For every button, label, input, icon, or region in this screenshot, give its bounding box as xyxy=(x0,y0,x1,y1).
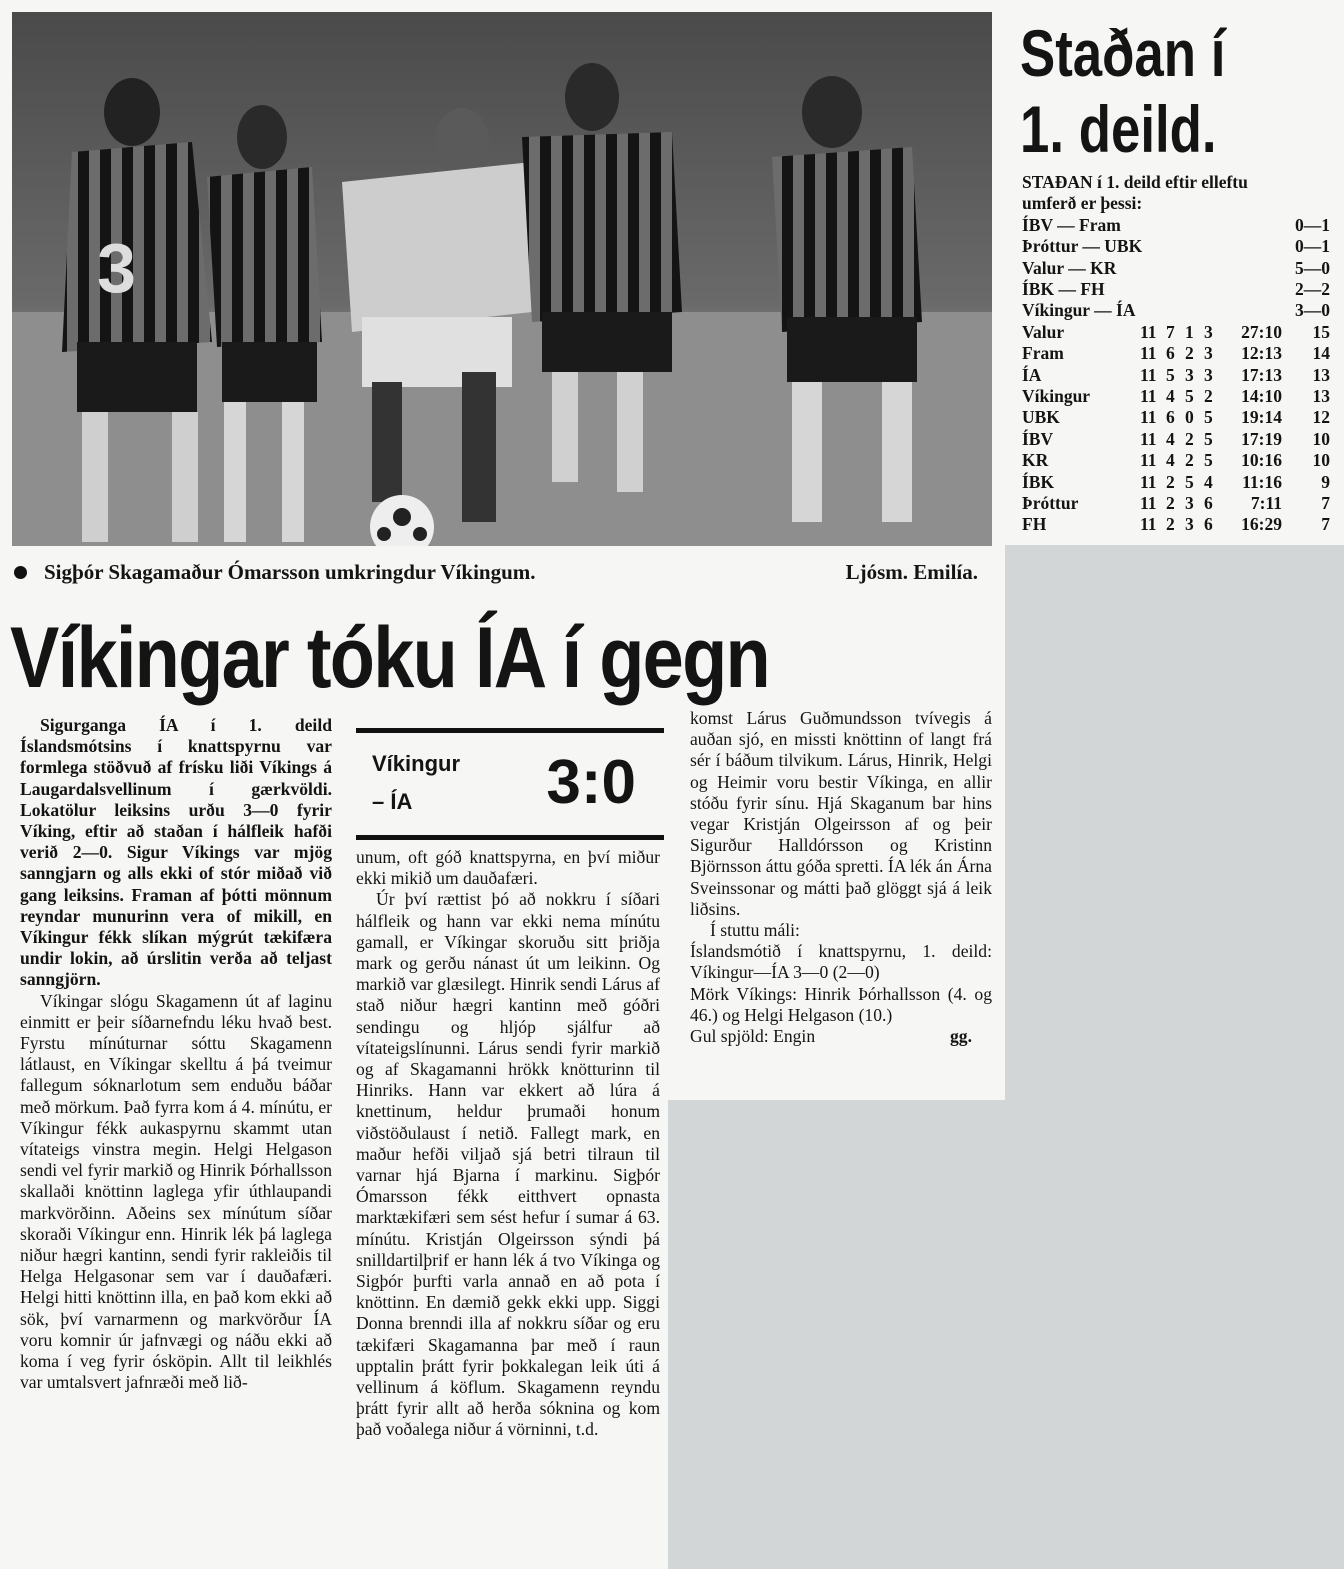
losses: 5 xyxy=(1204,428,1213,449)
standings-title-line2: 1. deild. xyxy=(1020,92,1217,166)
goals: 7:11 xyxy=(1250,492,1282,513)
author-signoff: gg. xyxy=(950,1026,972,1047)
table-row xyxy=(1022,407,1330,428)
team-name: Valur xyxy=(1022,321,1065,342)
result-score: 5—0 xyxy=(1295,257,1330,278)
draws: 1 xyxy=(1185,321,1194,342)
match-photo xyxy=(12,12,992,546)
points: 13 xyxy=(1312,364,1330,385)
result-match: ÍBK — FH xyxy=(1022,278,1105,299)
goals: 10:16 xyxy=(1241,450,1282,471)
standings-title xyxy=(1020,15,1276,167)
points: 14 xyxy=(1312,343,1330,364)
result-row xyxy=(1022,279,1330,300)
wins: 2 xyxy=(1166,514,1175,535)
games-played: 11 xyxy=(1140,407,1157,428)
result-match: ÍBV — Fram xyxy=(1022,214,1121,235)
draws: 3 xyxy=(1185,492,1194,513)
score-box xyxy=(356,728,664,840)
draws: 2 xyxy=(1185,450,1194,471)
games-played: 11 xyxy=(1140,364,1157,385)
headline: Víkingar tóku ÍA í gegn xyxy=(10,610,770,706)
home-team: Víkingur xyxy=(372,751,461,776)
losses: 3 xyxy=(1204,343,1213,364)
draws: 0 xyxy=(1185,407,1194,428)
standings-title-line1: Staðan í xyxy=(1020,16,1226,90)
result-score: 2—2 xyxy=(1295,278,1330,299)
result-match: Víkingur — ÍA xyxy=(1022,300,1136,321)
draws: 3 xyxy=(1185,514,1194,535)
games-played: 11 xyxy=(1140,514,1157,535)
losses: 3 xyxy=(1204,364,1213,385)
summary-line: Gul spjöld: Engin xyxy=(690,1026,816,1047)
table-row xyxy=(1022,493,1330,514)
team-name: Fram xyxy=(1022,343,1064,364)
games-played: 11 xyxy=(1140,428,1157,449)
points: 7 xyxy=(1321,492,1330,513)
team-name: UBK xyxy=(1022,407,1060,428)
wins: 6 xyxy=(1166,407,1175,428)
standings-intro-line2: umferð er þessi: xyxy=(1022,193,1143,214)
draws: 5 xyxy=(1185,385,1194,406)
wins: 5 xyxy=(1166,364,1175,385)
result-match: Valur — KR xyxy=(1022,257,1117,278)
team-name: ÍA xyxy=(1022,364,1042,385)
team-name: Víkingur xyxy=(1022,385,1091,406)
games-played: 11 xyxy=(1140,385,1157,406)
wins: 6 xyxy=(1166,343,1175,364)
points: 10 xyxy=(1312,428,1330,449)
wins: 4 xyxy=(1166,450,1175,471)
goals: 27:10 xyxy=(1241,321,1282,342)
result-row xyxy=(1022,215,1330,236)
article-paragraph: Víkingar slógu Skagamenn út af laginu einmitt er þeir síðarnefndu léku hvað best. Fyrstu mínúturnar sóttu Skagamenn látlaust, en Víkingar skelltu á þá tveimur fallegum sóknarlotum sem enduðu báðar með mörkum. Það fyrra kom á 4. mínútu, er Víkingur fékk aukaspyrnu skammt utan vítateigs vinstra megin. Helgi Helgason sendi vel fyrir markið og Hinrik Þórhallsson skallaði knöttinn laglega yfir úthlaupandi markvörðinn. Aðeins sex mínútum síðar skoraði Víkingur enn. Hinrik lék þá laglega niður hægri kantinn, sendi fyrir rakleiðis til Helga Helgasonar sem var í dauðafæri. Helgi hitti knöttinn illa, en það kom ekki að sök, því varnarmenn og markvörður ÍA voru komnir úr jafnvægi og náðu ekki að koma í veg fyrir ósköpin. Allt til leikhlés var umtalsvert jafnræði með lið- xyxy=(20,990,332,1393)
result-match: Þróttur — UBK xyxy=(1022,236,1143,257)
points: 10 xyxy=(1312,450,1330,471)
losses: 2 xyxy=(1204,385,1213,406)
table-row xyxy=(1022,472,1330,493)
article-paragraph: unum, oft góð knattspyrna, en því miður ekki mikið um dauðafæri. xyxy=(356,847,660,889)
article-column-2 xyxy=(356,847,660,1441)
team-name: ÍBK xyxy=(1022,471,1055,492)
losses: 5 xyxy=(1204,450,1213,471)
result-score: 3—0 xyxy=(1295,300,1330,321)
score-teams xyxy=(372,745,460,821)
result-row xyxy=(1022,258,1330,279)
wins: 2 xyxy=(1166,492,1175,513)
points: 13 xyxy=(1312,385,1330,406)
losses: 3 xyxy=(1204,321,1213,342)
table-row xyxy=(1022,386,1330,407)
summary-line: Íslandsmótið í knattspyrnu, 1. deild: Víkingur—ÍA 3—0 (2—0) xyxy=(690,941,992,983)
team-name: FH xyxy=(1022,514,1047,535)
games-played: 11 xyxy=(1140,450,1157,471)
points: 9 xyxy=(1321,471,1330,492)
points: 15 xyxy=(1312,321,1330,342)
table-row xyxy=(1022,322,1330,343)
result-row xyxy=(1022,300,1330,321)
result-score: 0—1 xyxy=(1295,214,1330,235)
games-played: 11 xyxy=(1140,471,1157,492)
draws: 3 xyxy=(1185,364,1194,385)
points: 12 xyxy=(1312,407,1330,428)
result-score: 0—1 xyxy=(1295,236,1330,257)
away-team: – ÍA xyxy=(372,789,413,814)
points: 7 xyxy=(1321,514,1330,535)
summary-line: Mörk Víkings: Hinrik Þórhallsson (4. og 46.) og Helgi Helgason (10.) xyxy=(690,983,992,1025)
losses: 6 xyxy=(1204,492,1213,513)
standings-box xyxy=(1022,172,1330,536)
article-lede: Sigurganga ÍA í 1. deild Íslandsmótsins í knattspyrnu var formlega stöðvuð af frísku liði Víkings á Laugardalsvellinum í gærkvöldi. Lokatölur leiksins urðu 3—0 fyrir Víking, eftir að staðan í hálfleik hafði verið 2—0. Sigur Víkings var mjög sanngjarn og alls ekki of stór miðað við gang leiksins. Framan af þótti mönnum reyndar munurinn vera of mikill, en Víkingur fékk slíkan mýgrút tækifæra undir lokin, að úrslitin verða að teljast sanngjörn. xyxy=(20,715,332,990)
team-name: Þróttur xyxy=(1022,492,1079,513)
team-name: KR xyxy=(1022,450,1049,471)
losses: 4 xyxy=(1204,471,1213,492)
games-played: 11 xyxy=(1140,343,1157,364)
photo-credit: Ljósm. Emilía. xyxy=(845,560,978,584)
wins: 4 xyxy=(1166,428,1175,449)
draws: 2 xyxy=(1185,428,1194,449)
standings-intro-line1: STAÐAN í 1. deild eftir elleftu xyxy=(1022,172,1248,192)
goals: 17:19 xyxy=(1241,428,1282,449)
wins: 7 xyxy=(1166,321,1175,342)
table-row xyxy=(1022,365,1330,386)
svg-text:3: 3 xyxy=(97,229,136,307)
table-row xyxy=(1022,429,1330,450)
summary-cards xyxy=(690,1026,992,1047)
football-match-photo-icon xyxy=(12,12,992,546)
caption-text: Sigþór Skagamaður Ómarsson umkringdur Víkingum. xyxy=(44,560,536,584)
table-row xyxy=(1022,514,1330,535)
background-area-lower xyxy=(668,1100,1344,1569)
games-played: 11 xyxy=(1140,321,1157,342)
wins: 2 xyxy=(1166,471,1175,492)
result-row xyxy=(1022,236,1330,257)
goals: 12:13 xyxy=(1241,343,1282,364)
goals: 19:14 xyxy=(1241,407,1282,428)
table-row xyxy=(1022,450,1330,471)
goals: 17:13 xyxy=(1241,364,1282,385)
article-column-1 xyxy=(20,715,332,1394)
goals: 16:29 xyxy=(1241,514,1282,535)
games-played: 11 xyxy=(1140,492,1157,513)
final-score: 3:0 xyxy=(546,748,636,817)
losses: 5 xyxy=(1204,407,1213,428)
bullet-icon xyxy=(14,566,27,579)
team-name: ÍBV xyxy=(1022,428,1054,449)
photo-caption xyxy=(14,560,984,590)
summary-heading: Í stuttu máli: xyxy=(710,920,800,941)
article-paragraph: komst Lárus Guðmundsson tvívegis á auðan sjó, en missti knöttinn of langt frá sér í báðum tilvikum. Lárus, Hinrik, Helgi og Heimir voru bestir Víkinga, en allir stóðu fyrir sínu. Hjá Skaganum bar hins vegar Kristján Olgeirsson af og þeir Sigurður Halldórsson og Kristinn Björnsson áttu góða spretti. ÍA lék án Árna Sveinssonar og mátti það glöggt sjá á leik liðsins. xyxy=(690,708,992,919)
article-column-3 xyxy=(690,708,992,1047)
goals: 11:16 xyxy=(1242,471,1282,492)
draws: 5 xyxy=(1185,471,1194,492)
goals: 14:10 xyxy=(1241,385,1282,406)
article-paragraph: Úr því rættist þó að nokkru í síðari hálfleik og hann var ekki nema mínútu gamall, er Víkingar skoruðu sitt þriðja mark og gerðu nánast út um leikinn. Og markið var glæsilegt. Hinrik sendi Lárus af stað niður hægri kantinn með góðri sendingu og hljóp sjálfur að vítateigslínunni. Lárus sendi fyrir markið og af Skagamanni hrökk knötturinn til Hinriks. Hann var ekkert að lúra á knettinum, heldur þrumaði honum viðstöðulaust í netið. Fallegt mark, en maður hefði viljað sjá betri tilraun til varnar hjá Bjarna í markinu. Sigþór Ómarsson fékk eitthvert opnasta marktækifæri sem sést hefur í sumar á 63. mínútu. Kristján Olgeirsson sýndi þá snilldartilþrif er hann lék á tvo Víkinga og Sigþór þurfti varla annað en að pota í knöttinn. En dæmið gekk ekki upp. Siggi Donna brenndi illa af nokkru síðar og eru tækifæri Skagamanna þar með í raun upptalin þrátt fyrir þokkalegan leik úti á vellinum á köflum. Skagamenn reyndu þrátt fyrir allt að herða sóknina og kom það voðalega niður á vörninni, t.d. xyxy=(356,889,660,1440)
wins: 4 xyxy=(1166,385,1175,406)
draws: 2 xyxy=(1185,343,1194,364)
table-row xyxy=(1022,343,1330,364)
losses: 6 xyxy=(1204,514,1213,535)
